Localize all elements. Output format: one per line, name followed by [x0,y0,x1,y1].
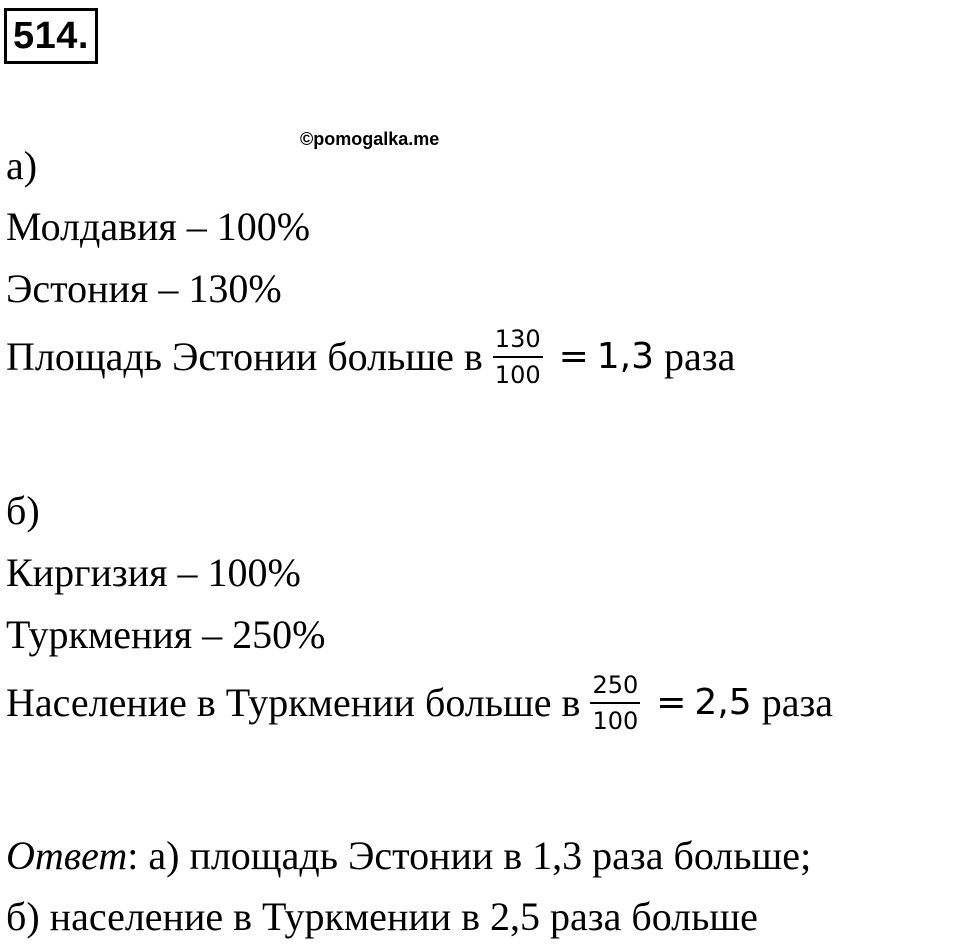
watermark: ©pomogalka.me [300,129,440,149]
part-a-result: 1,3 [596,336,655,377]
part-a-unit: раза [664,334,736,379]
part-a-conclusion [6,325,735,389]
fraction-bar [590,702,640,704]
part-b-label: б) [6,488,40,533]
part-a-line-estonia: Эстония – 130% [6,266,282,311]
part-a-fraction [493,325,543,389]
part-b-conclusion [6,671,833,735]
part-b-line-kyrgyzstan: Киргизия – 100% [6,550,301,595]
part-a-line-moldova: Молдавия – 100% [6,204,311,249]
part-a-conclusion-text: Площадь Эстонии больше в [6,334,483,379]
answer-line-1-text: : а) площадь Эстонии в 1,3 раза больше; [127,833,812,878]
part-a-numerator: 130 [494,325,541,353]
part-b-conclusion-text: Население в Туркмении больше в [6,680,581,725]
equals-sign: = [558,336,589,377]
part-b-line-turkmenistan: Туркмения – 250% [6,612,326,657]
answer-line-2: б) население в Туркмении в 2,5 раза больше [6,894,758,939]
problem-number: 514. [4,8,98,64]
equals-sign: = [656,682,687,723]
part-b-denominator: 100 [592,707,639,735]
part-b-unit: раза [761,680,833,725]
fraction-bar [493,356,543,358]
part-b-result: 2,5 [694,682,752,723]
part-b-numerator: 250 [592,671,639,699]
part-a-label: а) [6,143,38,188]
part-b-fraction [590,671,640,735]
answer-label: Ответ [6,833,128,878]
answer-line-1 [6,833,811,879]
part-a-denominator: 100 [494,361,541,389]
